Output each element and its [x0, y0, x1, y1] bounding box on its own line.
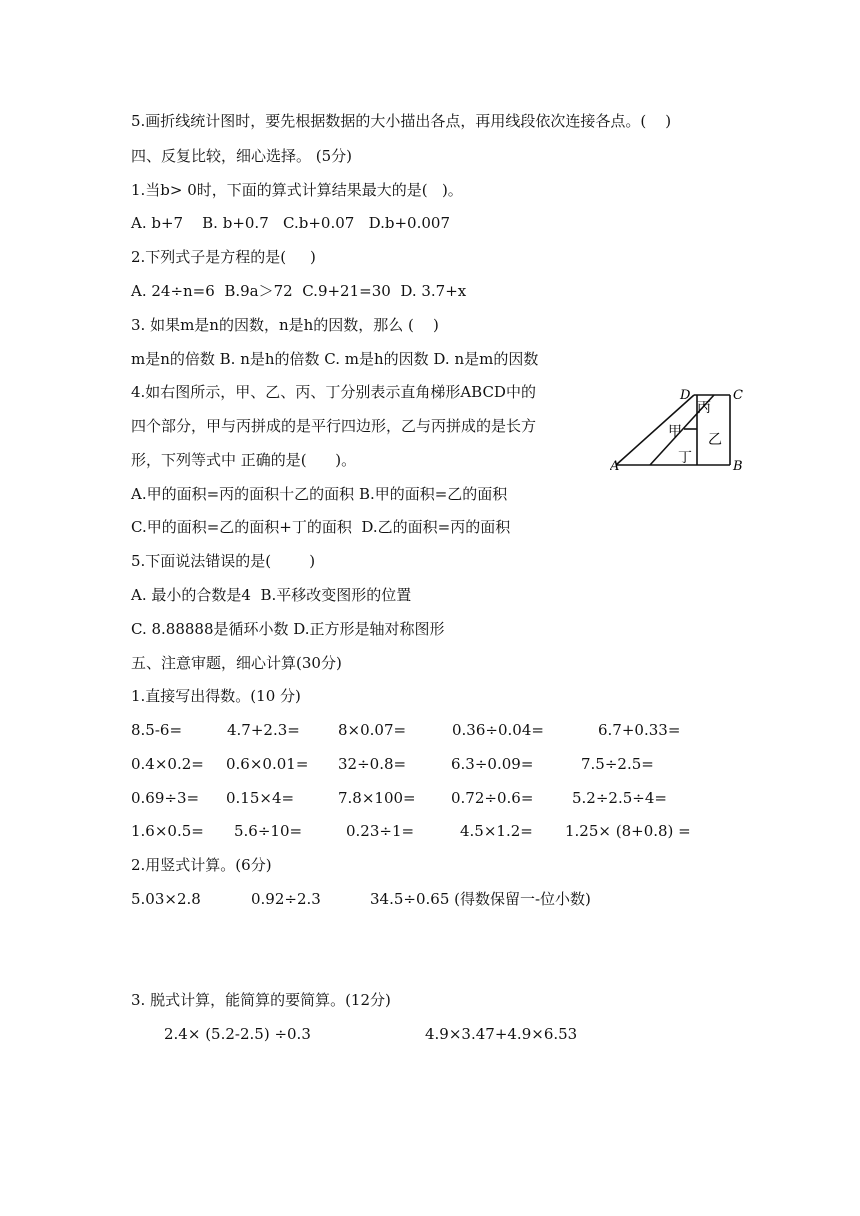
- choice-question-4-line-1: 4.如右图所示，甲、乙、丙、丁分别表示直角梯形ABCD中的: [131, 383, 536, 401]
- choice-question-5-options-1: A. 最小的合数是4 B.平移改变图形的位置: [131, 586, 412, 604]
- calc-item: 0.23÷1=: [346, 822, 415, 840]
- section-4-title: 四、反复比较，细心选择。 (5分): [131, 147, 353, 165]
- calc-item: 1.6×0.5=: [131, 822, 204, 840]
- calc-item: 8×0.07=: [338, 721, 407, 739]
- part-2-title: 2.用竖式计算。(6分): [131, 856, 272, 874]
- stepwise-calc-item: 2.4× (5.2-2.5) ÷0.3: [164, 1025, 311, 1043]
- choice-question-4-line-2: 四个部分，甲与丙拼成的是平行四边形，乙与丙拼成的是长方: [131, 417, 537, 435]
- label-ding: 丁: [678, 450, 692, 466]
- stepwise-calc-item: 4.9×3.47+4.9×6.53: [425, 1025, 578, 1043]
- judge-question-5: 5.画折线统计图时，要先根据数据的大小描出各点，再用线段依次连接各点。( ): [131, 112, 672, 130]
- choice-question-3: 3. 如果m是n的因数，n是h的因数，那么 ( ): [131, 316, 439, 334]
- choice-question-4-options-1: A.甲的面积=丙的面积十乙的面积 B.甲的面积=乙的面积: [131, 485, 508, 503]
- label-d: D: [680, 388, 691, 403]
- label-jia: 甲: [668, 424, 682, 440]
- calc-item: 1.25× (8+0.8) =: [565, 822, 691, 840]
- calc-item: 32÷0.8=: [338, 755, 407, 773]
- calc-item: 6.7+0.33=: [598, 721, 681, 739]
- calc-item: 0.69÷3=: [131, 789, 200, 807]
- choice-question-1: 1.当b> 0时，下面的算式计算结果最大的是( )。: [131, 181, 463, 199]
- choice-question-5-options-2: C. 8.88888是循环小数 D.正方形是轴对称图形: [131, 620, 445, 638]
- label-c: C: [733, 388, 743, 403]
- trapezoid-diagram: [610, 385, 760, 475]
- part-1-title: 1.直接写出得数。(10 分): [131, 687, 301, 705]
- section-5-title: 五、注意审题，细心计算(30分): [131, 654, 342, 672]
- label-a: A: [610, 459, 620, 474]
- choice-question-1-options: A. b+7 B. b+0.7 C.b+0.07 D.b+0.007: [131, 214, 450, 232]
- calc-item: 7.8×100=: [338, 789, 416, 807]
- calc-item: 0.6×0.01=: [226, 755, 309, 773]
- vertical-calc-item: 34.5÷0.65 (得数保留一-位小数): [370, 890, 591, 908]
- calc-item: 0.15×4=: [226, 789, 295, 807]
- calc-item: 8.5-6=: [131, 721, 183, 739]
- calc-item: 0.72÷0.6=: [451, 789, 534, 807]
- part-3-title: 3. 脱式计算，能简算的要简算。(12分): [131, 991, 391, 1009]
- calc-item: 5.6÷10=: [234, 822, 303, 840]
- vertical-calc-item: 0.92÷2.3: [251, 890, 321, 908]
- choice-question-2: 2.下列式子是方程的是( ): [131, 248, 316, 266]
- label-yi: 乙: [708, 432, 722, 448]
- trapezoid-figure: [610, 385, 760, 475]
- calc-item: 0.4×0.2=: [131, 755, 204, 773]
- choice-question-4-options-2: C.甲的面积=乙的面积+丁的面积 D.乙的面积=丙的面积: [131, 518, 511, 536]
- calc-item: 5.2÷2.5÷4=: [572, 789, 667, 807]
- calc-item: 6.3÷0.09=: [451, 755, 534, 773]
- choice-question-2-options: A. 24÷n=6 B.9a＞72 C.9+21=30 D. 3.7+x: [131, 282, 467, 300]
- choice-question-5: 5.下面说法错误的是( ): [131, 552, 316, 570]
- calc-item: 0.36÷0.04=: [452, 721, 544, 739]
- label-bing: 丙: [697, 400, 711, 416]
- vertical-calc-item: 5.03×2.8: [131, 890, 201, 908]
- calc-item: 4.7+2.3=: [227, 721, 300, 739]
- calc-item: 4.5×1.2=: [460, 822, 533, 840]
- label-b: B: [733, 459, 743, 474]
- choice-question-3-options: m是n的倍数 B. n是h的倍数 C. m是h的因数 D. n是m的因数: [131, 350, 539, 368]
- calc-item: 7.5÷2.5=: [581, 755, 654, 773]
- choice-question-4-line-3: 形，下列等式中 正确的是( )。: [131, 451, 357, 469]
